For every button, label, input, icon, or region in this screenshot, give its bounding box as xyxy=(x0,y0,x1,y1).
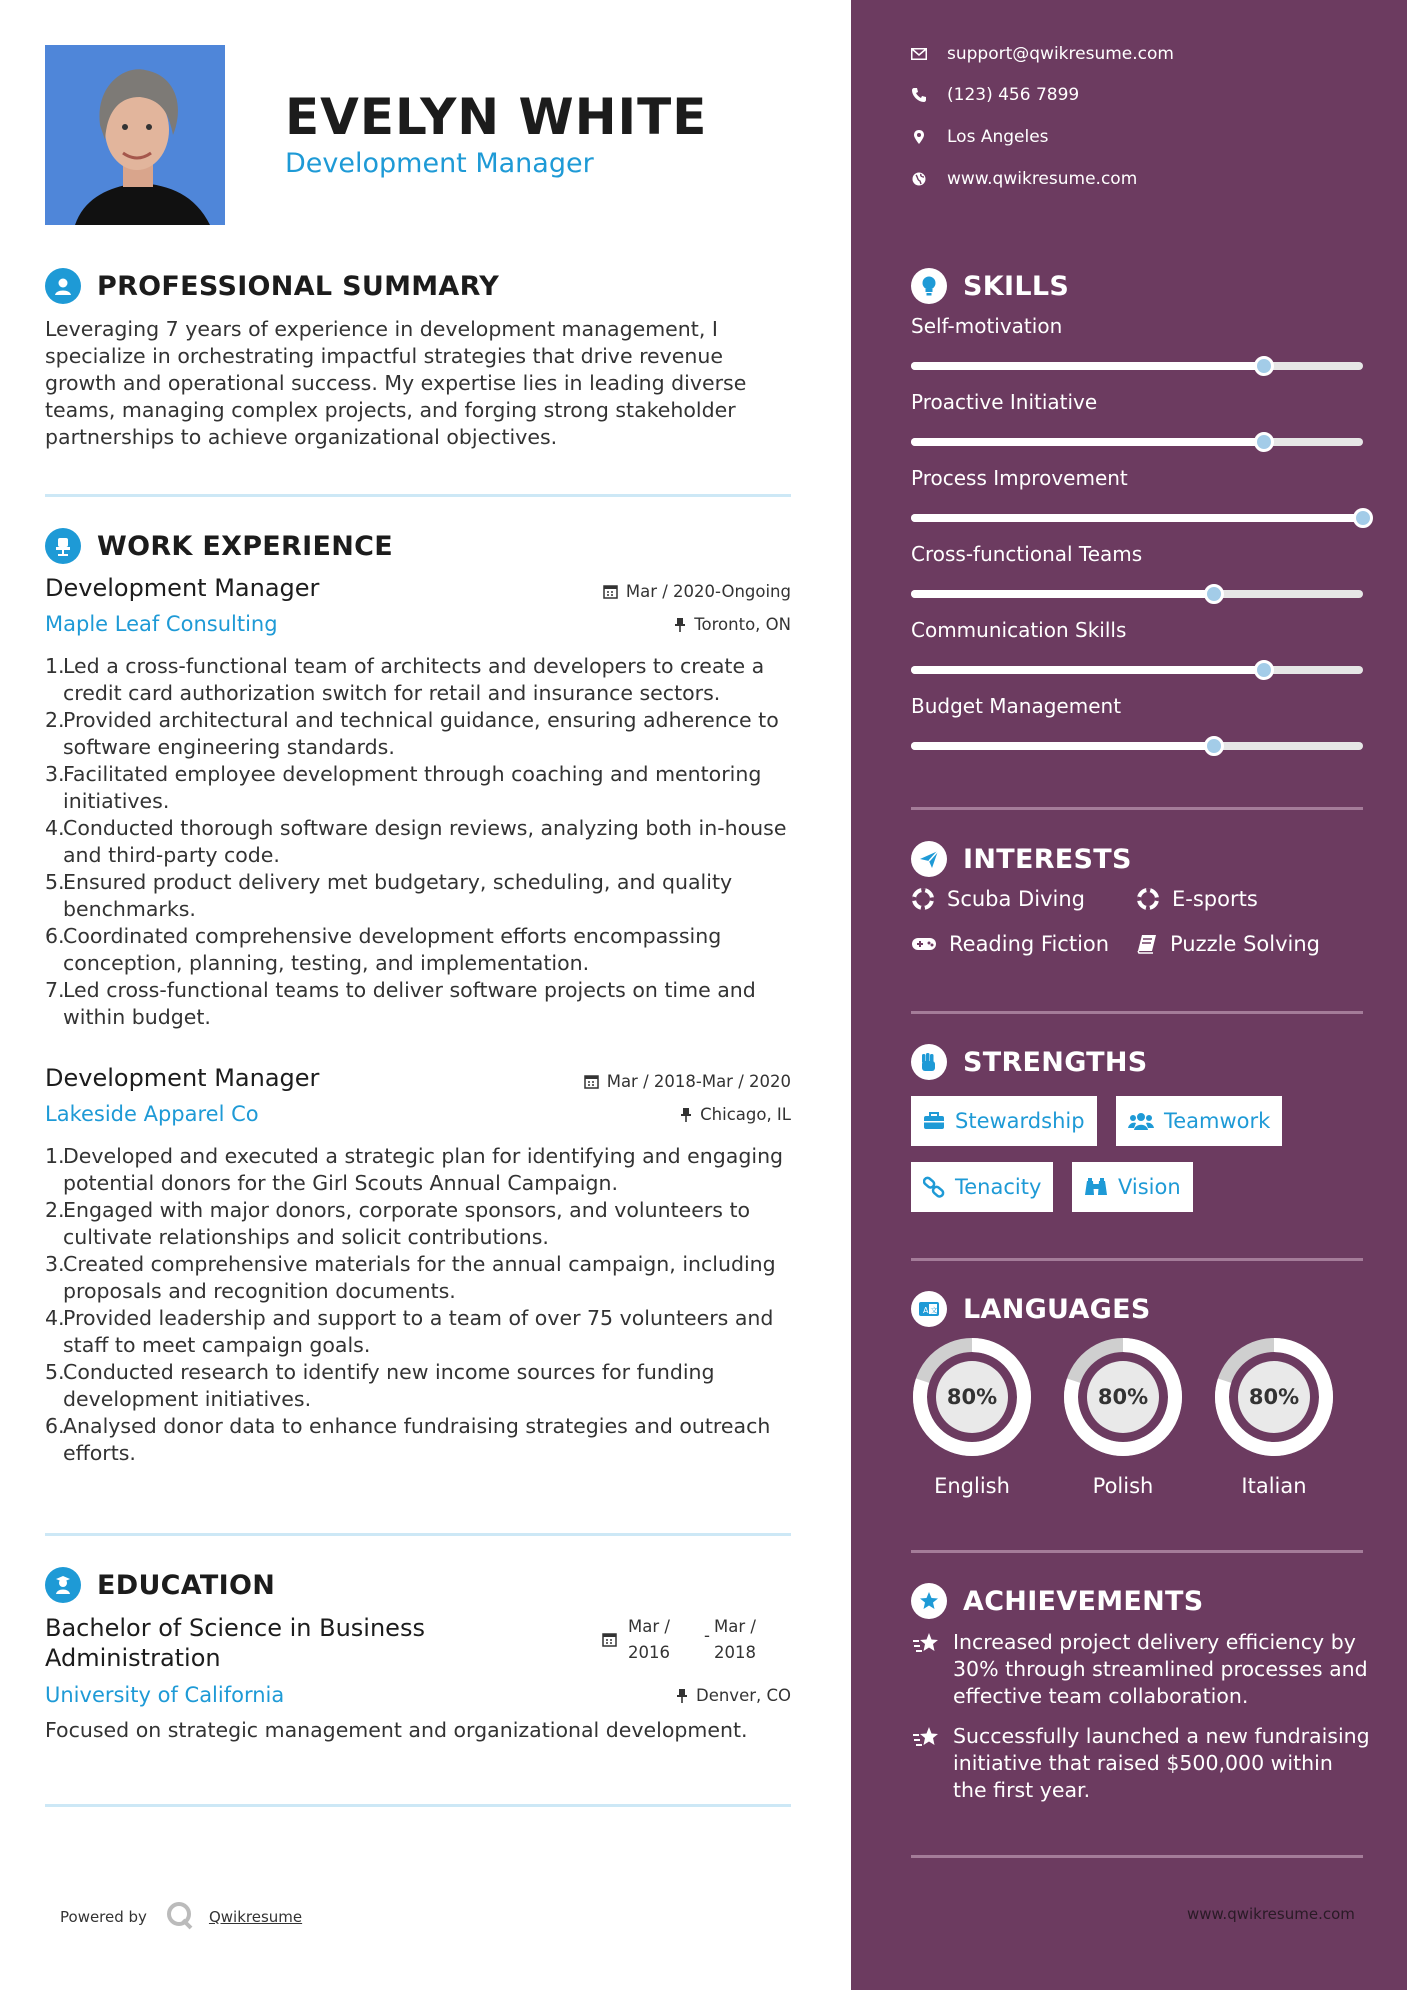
skills-heading xyxy=(911,268,1069,304)
job-date-text: Mar / 2018-Mar / 2020 xyxy=(606,1072,791,1091)
skill-label: Process Improvement xyxy=(911,466,1128,490)
duty-number: 4. xyxy=(45,816,65,840)
achievements-heading-text: ACHIEVEMENTS xyxy=(963,1585,1204,1617)
date-dash: - xyxy=(704,1626,710,1645)
start-date-month: Mar / xyxy=(628,1617,670,1636)
duty-number: 5. xyxy=(45,870,65,894)
binoculars-icon xyxy=(1084,1177,1108,1197)
skill-level-knob xyxy=(1204,584,1224,604)
job-location-text: Toronto, ON xyxy=(694,615,791,634)
skill-bar-fill xyxy=(911,742,1214,750)
job-location xyxy=(680,1105,791,1124)
skill-bar xyxy=(911,362,1363,370)
interest-item xyxy=(911,932,1109,956)
divider xyxy=(45,1804,791,1807)
skill-level-knob xyxy=(1204,736,1224,756)
education-heading xyxy=(45,1567,275,1603)
language-item xyxy=(1062,1336,1184,1498)
duty-item xyxy=(45,1413,795,1467)
duty-text: Created comprehensive materials for the annual campaign, including proposals and recognition documents. xyxy=(63,1252,776,1303)
duty-item xyxy=(45,1359,795,1413)
duty-number: 3. xyxy=(45,762,65,786)
phone-text: (123) 456 7899 xyxy=(947,85,1080,105)
skill-bar-fill xyxy=(911,438,1264,446)
skills-heading-text: SKILLS xyxy=(963,270,1070,302)
skill-level-knob xyxy=(1353,508,1373,528)
degree-title xyxy=(45,1613,425,1673)
job-date xyxy=(603,582,791,601)
language-percent: 80% xyxy=(946,1385,998,1409)
shooting-star-icon xyxy=(911,1725,943,1751)
duty-text: Coordinated comprehensive development efforts encompassing conception, planning, testing, and implementation. xyxy=(63,924,722,975)
experience-heading-text: WORK EXPERIENCE xyxy=(97,530,393,562)
job-location xyxy=(674,615,791,634)
skill-label: Self-motivation xyxy=(911,314,1063,338)
duty-number: 5. xyxy=(45,1360,65,1384)
duty-item xyxy=(45,1305,795,1359)
duty-text: Led cross-functional teams to deliver software projects on time and within budget. xyxy=(63,978,756,1029)
pin-icon xyxy=(676,1688,688,1703)
skill-bar-fill xyxy=(911,666,1264,674)
interest-item xyxy=(911,887,1085,911)
link-icon xyxy=(923,1176,945,1198)
calendar-icon xyxy=(603,584,618,599)
duty-text: Conducted research to identify new income sources for funding development initiatives. xyxy=(63,1360,715,1411)
language-item xyxy=(1213,1336,1335,1498)
profile-photo xyxy=(45,45,225,225)
education-description: Focused on strategic management and organizational development. xyxy=(45,1718,748,1742)
job-date xyxy=(584,1072,791,1091)
education-heading-text: EDUCATION xyxy=(97,1569,276,1601)
duty-item xyxy=(45,1251,795,1305)
website-text[interactable]: www.qwikresume.com xyxy=(947,169,1138,189)
life-ring-icon xyxy=(911,887,935,911)
skill-level-knob xyxy=(1254,356,1274,376)
education-location xyxy=(676,1686,791,1705)
svg-text:文: 文 xyxy=(930,1306,938,1315)
interest-label: Reading Fiction xyxy=(949,932,1110,956)
start-date xyxy=(628,1614,670,1666)
language-name: English xyxy=(934,1474,1010,1498)
duty-number: 1. xyxy=(45,654,65,678)
strength-label: Vision xyxy=(1118,1175,1181,1199)
duty-text: Engaged with major donors, corporate sponsors, and volunteers to cultivate relationships and solicit contributions. xyxy=(63,1198,751,1249)
calendar-icon xyxy=(584,1074,599,1089)
lightbulb-icon xyxy=(911,268,947,304)
school-name: University of California xyxy=(45,1683,285,1707)
skill-level-knob xyxy=(1254,432,1274,452)
duty-text: Led a cross-functional team of architects and developers to create a credit card authorization switch for retail and insurance sectors. xyxy=(63,654,765,705)
powered-by xyxy=(60,1900,302,1934)
shooting-star-icon xyxy=(911,1631,943,1657)
graduation-cap-icon xyxy=(45,1567,81,1603)
envelope-icon xyxy=(911,48,927,60)
end-date-year: 2018 xyxy=(714,1643,756,1662)
duty-item xyxy=(45,977,795,1031)
qwikresume-logo-icon xyxy=(165,1900,195,1934)
duty-item xyxy=(45,815,795,869)
education-dates xyxy=(602,1614,792,1664)
achievement-item xyxy=(911,1723,1371,1804)
duty-list xyxy=(45,1143,795,1467)
interest-label: E-sports xyxy=(1172,887,1258,911)
divider xyxy=(45,494,791,497)
company-name: Maple Leaf Consulting xyxy=(45,612,278,636)
achievement-item xyxy=(911,1629,1371,1710)
divider xyxy=(911,1855,1363,1858)
translate-icon xyxy=(911,1291,947,1327)
end-date xyxy=(714,1614,756,1666)
achievement-text: Increased project delivery efficiency by 30% through streamlined processes and effective team collaboration. xyxy=(953,1630,1368,1708)
duty-text: Ensured product delivery met budgetary, scheduling, and quality benchmarks. xyxy=(63,870,733,921)
skill-bar xyxy=(911,438,1363,446)
job-title: Development Manager xyxy=(45,574,320,602)
contact-website xyxy=(911,169,1137,189)
interest-item xyxy=(1136,932,1320,956)
qwikresume-link[interactable]: Qwikresume xyxy=(208,1908,303,1926)
life-ring-icon xyxy=(1136,887,1160,911)
duty-item xyxy=(45,923,795,977)
calendar-icon xyxy=(602,1632,617,1647)
strength-label: Teamwork xyxy=(1164,1109,1271,1133)
skill-bar-fill xyxy=(911,514,1363,522)
degree-line: Bachelor of Science in Business xyxy=(45,1614,425,1642)
summary-heading xyxy=(45,268,499,304)
skill-bar xyxy=(911,666,1363,674)
job-location-text: Chicago, IL xyxy=(700,1105,791,1124)
divider xyxy=(45,1533,791,1536)
languages-heading-text: LANGUAGES xyxy=(963,1293,1151,1325)
gamepad-icon xyxy=(911,935,937,953)
candidate-title: Development Manager xyxy=(285,148,594,179)
sidebar xyxy=(851,0,1407,1990)
start-date-year: 2016 xyxy=(628,1643,670,1662)
skill-bar-fill xyxy=(911,590,1214,598)
duty-text: Developed and executed a strategic plan for identifying and engaging potential donors for the Girl Scouts Annual Campaign. xyxy=(63,1144,784,1195)
duty-number: 7. xyxy=(45,978,65,1002)
contact-email xyxy=(911,44,1174,64)
language-name: Italian xyxy=(1241,1474,1307,1498)
skill-bar xyxy=(911,590,1363,598)
divider xyxy=(911,1550,1363,1553)
summary-heading-text: PROFESSIONAL SUMMARY xyxy=(97,270,500,302)
strength-chip xyxy=(1116,1096,1282,1146)
star-badge-icon xyxy=(911,1583,947,1619)
duty-text: Provided leadership and support to a team of over 75 volunteers and staff to meet campaign goals. xyxy=(63,1306,774,1357)
language-percent: 80% xyxy=(1248,1385,1300,1409)
language-percent: 80% xyxy=(1097,1385,1149,1409)
duty-item xyxy=(45,707,795,761)
achievement-text: Successfully launched a new fundraising initiative that raised $500,000 within the first year. xyxy=(953,1724,1370,1802)
interest-label: Scuba Diving xyxy=(947,887,1085,911)
summary-text: Leveraging 7 years of experience in development management, I specialize in orchestrating impactful strategies that drive revenue growth and operational success. My expertise lies in leading diverse teams, managing complex projects, and forging strong stakeholder partnerships to achieve organizational objectives. xyxy=(45,317,747,449)
duty-number: 4. xyxy=(45,1306,65,1330)
skill-label: Cross-functional Teams xyxy=(911,542,1143,566)
job-title: Development Manager xyxy=(45,1064,320,1092)
interests-heading-text: INTERESTS xyxy=(963,843,1132,875)
contact-location xyxy=(911,127,1049,147)
user-icon xyxy=(45,268,81,304)
language-item xyxy=(911,1336,1033,1498)
experience-heading xyxy=(45,528,393,564)
strength-chip xyxy=(1072,1162,1193,1212)
office-chair-icon xyxy=(45,528,81,564)
fist-icon xyxy=(911,1044,947,1080)
strength-label: Tenacity xyxy=(955,1175,1042,1199)
phone-icon xyxy=(911,87,927,103)
skill-label: Communication Skills xyxy=(911,618,1127,642)
strength-label: Stewardship xyxy=(955,1109,1085,1133)
achievements-heading xyxy=(911,1583,1204,1619)
duty-number: 2. xyxy=(45,1198,65,1222)
education-location-text: Denver, CO xyxy=(695,1686,791,1705)
location-text: Los Angeles xyxy=(947,127,1049,147)
duty-item xyxy=(45,653,795,707)
pin-icon xyxy=(674,617,686,632)
duty-text: Analysed donor data to enhance fundraising strategies and outreach efforts. xyxy=(63,1414,771,1465)
users-icon xyxy=(1128,1111,1154,1131)
duty-item xyxy=(45,761,795,815)
duty-number: 6. xyxy=(45,1414,65,1438)
languages-heading xyxy=(911,1291,1151,1327)
duty-number: 3. xyxy=(45,1252,65,1276)
interests-heading xyxy=(911,841,1132,877)
skill-bar xyxy=(911,514,1363,522)
duty-number: 2. xyxy=(45,708,65,732)
interest-item xyxy=(1136,887,1258,911)
end-date-month: Mar / xyxy=(714,1617,756,1636)
duty-item xyxy=(45,1143,795,1197)
pin-icon xyxy=(680,1107,692,1122)
paper-plane-icon xyxy=(911,841,947,877)
skill-label: Budget Management xyxy=(911,694,1122,718)
interest-label: Puzzle Solving xyxy=(1170,932,1320,956)
duty-list xyxy=(45,653,795,1031)
duty-number: 1. xyxy=(45,1144,65,1168)
footer-website[interactable]: www.qwikresume.com xyxy=(1187,1905,1355,1923)
skill-bar xyxy=(911,742,1363,750)
divider xyxy=(911,807,1363,810)
strengths-heading xyxy=(911,1044,1148,1080)
svg-text:A: A xyxy=(923,1306,929,1315)
strength-chip xyxy=(911,1096,1097,1146)
company-name: Lakeside Apparel Co xyxy=(45,1102,259,1126)
briefcase-icon xyxy=(923,1112,945,1130)
email-text[interactable]: support@qwikresume.com xyxy=(947,44,1174,64)
duty-text: Provided architectural and technical guidance, ensuring adherence to software engineering standards. xyxy=(63,708,779,759)
degree-line: Administration xyxy=(45,1644,221,1672)
contact-phone xyxy=(911,85,1079,105)
duty-item xyxy=(45,869,795,923)
skill-level-knob xyxy=(1254,660,1274,680)
divider xyxy=(911,1011,1363,1014)
duty-number: 6. xyxy=(45,924,65,948)
language-name: Polish xyxy=(1092,1474,1154,1498)
globe-icon xyxy=(911,171,927,187)
skill-bar-fill xyxy=(911,362,1264,370)
candidate-name: EVELYN WHITE xyxy=(285,88,708,146)
duty-text: Conducted thorough software design reviews, analyzing both in-house and third-party code. xyxy=(63,816,787,867)
powered-by-label: Powered by xyxy=(60,1908,147,1926)
divider xyxy=(911,1258,1363,1261)
strength-chip xyxy=(911,1162,1053,1212)
job-date-text: Mar / 2020-Ongoing xyxy=(625,582,791,601)
duty-item xyxy=(45,1197,795,1251)
map-marker-icon xyxy=(911,129,927,145)
book-icon xyxy=(1136,933,1158,955)
duty-text: Facilitated employee development through coaching and mentoring initiatives. xyxy=(63,762,762,813)
strengths-heading-text: STRENGTHS xyxy=(963,1046,1148,1078)
skill-label: Proactive Initiative xyxy=(911,390,1098,414)
